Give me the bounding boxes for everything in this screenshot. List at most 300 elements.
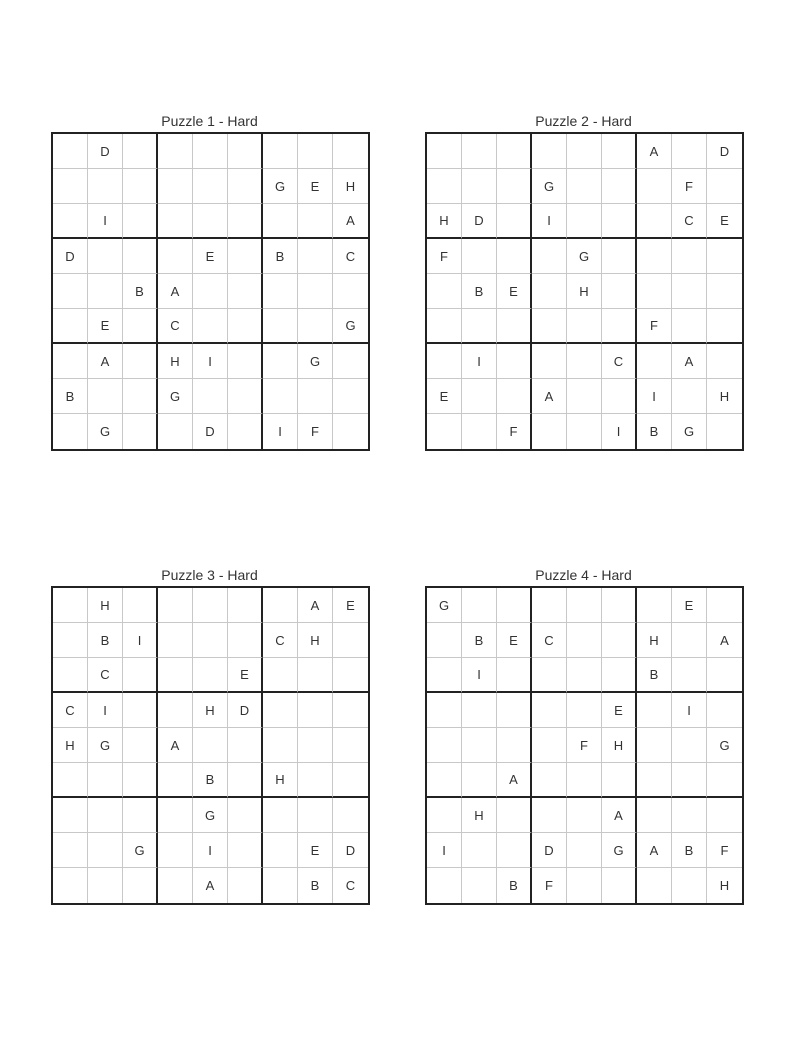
sudoku-cell: D — [228, 693, 263, 728]
sudoku-cell — [193, 309, 228, 344]
sudoku-cell — [53, 868, 88, 903]
sudoku-cell — [228, 344, 263, 379]
sudoku-cell — [497, 728, 532, 763]
sudoku-cell — [263, 658, 298, 693]
sudoku-cell: F — [298, 414, 333, 449]
sudoku-cell — [567, 588, 602, 623]
sudoku-cell — [53, 309, 88, 344]
sudoku-cell — [567, 414, 602, 449]
sudoku-cell — [228, 798, 263, 833]
sudoku-cell — [637, 239, 672, 274]
sudoku-cell — [53, 169, 88, 204]
sudoku-cell: E — [333, 588, 368, 623]
sudoku-cell — [193, 274, 228, 309]
sudoku-cell: G — [298, 344, 333, 379]
sudoku-cell — [427, 763, 462, 798]
sudoku-cell — [333, 134, 368, 169]
sudoku-cell — [497, 239, 532, 274]
sudoku-cell: D — [707, 134, 742, 169]
sudoku-cell — [427, 623, 462, 658]
sudoku-cell — [427, 868, 462, 903]
sudoku-cell: A — [193, 868, 228, 903]
sudoku-cell: D — [532, 833, 567, 868]
sudoku-cell: B — [637, 658, 672, 693]
sudoku-cell — [298, 379, 333, 414]
sudoku-cell — [228, 309, 263, 344]
sudoku-cell — [53, 763, 88, 798]
sudoku-cell — [123, 763, 158, 798]
sudoku-cell — [427, 344, 462, 379]
sudoku-cell — [497, 379, 532, 414]
sudoku-cell — [333, 414, 368, 449]
sudoku-cell — [637, 798, 672, 833]
sudoku-cell — [298, 274, 333, 309]
sudoku-cell — [602, 623, 637, 658]
sudoku-cell — [193, 623, 228, 658]
sudoku-cell: D — [53, 239, 88, 274]
sudoku-cell — [123, 658, 158, 693]
sudoku-cell — [637, 728, 672, 763]
sudoku-cell: H — [193, 693, 228, 728]
puzzle-2 — [425, 112, 742, 451]
sudoku-cell — [602, 169, 637, 204]
sudoku-cell — [532, 134, 567, 169]
sudoku-cell — [88, 239, 123, 274]
sudoku-cell — [88, 274, 123, 309]
sudoku-cell — [672, 274, 707, 309]
sudoku-cell — [672, 798, 707, 833]
sudoku-cell — [497, 344, 532, 379]
sudoku-cell — [532, 414, 567, 449]
sudoku-cell: E — [88, 309, 123, 344]
sudoku-cell — [53, 204, 88, 239]
sudoku-cell — [427, 309, 462, 344]
sudoku-cell — [532, 274, 567, 309]
sudoku-cell: F — [427, 239, 462, 274]
sudoku-cell: E — [298, 169, 333, 204]
sudoku-cell — [263, 309, 298, 344]
sudoku-cell — [567, 204, 602, 239]
sudoku-cell — [532, 728, 567, 763]
sudoku-cell — [263, 728, 298, 763]
sudoku-cell — [298, 798, 333, 833]
sudoku-cell — [333, 344, 368, 379]
sudoku-cell — [123, 414, 158, 449]
puzzle-title: Puzzle 3 - Hard — [161, 567, 258, 583]
sudoku-cell: G — [532, 169, 567, 204]
sudoku-cell: A — [158, 728, 193, 763]
puzzle-title: Puzzle 1 - Hard — [161, 113, 258, 129]
sudoku-cell — [707, 763, 742, 798]
sudoku-cell: A — [497, 763, 532, 798]
sudoku-cell: I — [193, 833, 228, 868]
sudoku-cell: B — [298, 868, 333, 903]
sudoku-cell: F — [567, 728, 602, 763]
sudoku-cell — [88, 833, 123, 868]
sudoku-cell: H — [263, 763, 298, 798]
sudoku-cell — [263, 344, 298, 379]
sudoku-cell — [88, 379, 123, 414]
sudoku-cell: E — [672, 588, 707, 623]
sudoku-cell: I — [637, 379, 672, 414]
sudoku-cell: G — [88, 728, 123, 763]
sudoku-cell — [263, 204, 298, 239]
sudoku-cell: C — [333, 239, 368, 274]
sudoku-cell — [193, 728, 228, 763]
sudoku-cell — [158, 763, 193, 798]
sudoku-cell — [228, 868, 263, 903]
sudoku-cell — [707, 658, 742, 693]
sudoku-cell — [193, 658, 228, 693]
sudoku-cell — [88, 798, 123, 833]
sudoku-cell: I — [427, 833, 462, 868]
sudoku-cell — [707, 414, 742, 449]
puzzle-grid — [425, 586, 744, 905]
sudoku-cell: F — [637, 309, 672, 344]
sudoku-cell: H — [158, 344, 193, 379]
sudoku-cell — [497, 169, 532, 204]
sudoku-cell: I — [193, 344, 228, 379]
sudoku-cell — [298, 763, 333, 798]
puzzle-title: Puzzle 2 - Hard — [535, 113, 632, 129]
sudoku-cell — [158, 658, 193, 693]
sudoku-cell — [602, 274, 637, 309]
sudoku-cell: E — [298, 833, 333, 868]
sudoku-cell: I — [88, 204, 123, 239]
sudoku-cell — [567, 134, 602, 169]
sudoku-cell: E — [228, 658, 263, 693]
sudoku-cell — [462, 169, 497, 204]
sudoku-cell — [123, 588, 158, 623]
sudoku-cell — [532, 658, 567, 693]
sudoku-cell — [53, 344, 88, 379]
sudoku-cell: C — [672, 204, 707, 239]
sudoku-cell — [637, 204, 672, 239]
sudoku-cell — [462, 728, 497, 763]
sudoku-cell: I — [672, 693, 707, 728]
sudoku-cell — [263, 798, 298, 833]
sudoku-cell — [462, 414, 497, 449]
sudoku-cell — [672, 623, 707, 658]
sudoku-cell: D — [193, 414, 228, 449]
sudoku-cell: C — [532, 623, 567, 658]
sudoku-cell — [53, 414, 88, 449]
sudoku-cell: B — [53, 379, 88, 414]
sudoku-cell — [333, 658, 368, 693]
sudoku-cell — [228, 763, 263, 798]
sudoku-cell — [637, 693, 672, 728]
puzzle-grid — [425, 132, 744, 451]
sudoku-cell — [567, 344, 602, 379]
sudoku-cell: H — [637, 623, 672, 658]
sudoku-cell — [567, 623, 602, 658]
sudoku-cell: E — [497, 623, 532, 658]
sudoku-cell — [672, 379, 707, 414]
sudoku-cell — [707, 169, 742, 204]
sudoku-cell — [637, 169, 672, 204]
sudoku-cell — [637, 344, 672, 379]
sudoku-cell: H — [298, 623, 333, 658]
sudoku-cell: A — [532, 379, 567, 414]
sudoku-cell — [567, 798, 602, 833]
sudoku-cell: I — [123, 623, 158, 658]
sudoku-cell: H — [707, 379, 742, 414]
sudoku-cell: C — [158, 309, 193, 344]
sudoku-cell — [427, 274, 462, 309]
sudoku-cell — [462, 693, 497, 728]
sudoku-cell — [707, 588, 742, 623]
sudoku-cell — [228, 239, 263, 274]
puzzle-3 — [51, 566, 368, 905]
sudoku-cell — [53, 274, 88, 309]
sudoku-cell — [532, 693, 567, 728]
sudoku-cell — [462, 379, 497, 414]
sudoku-cell: D — [333, 833, 368, 868]
sudoku-cell — [298, 239, 333, 274]
sudoku-cell — [497, 134, 532, 169]
sudoku-cell — [123, 134, 158, 169]
sudoku-cell — [333, 274, 368, 309]
sudoku-cell — [88, 763, 123, 798]
sudoku-cell — [263, 868, 298, 903]
sudoku-cell — [123, 309, 158, 344]
sudoku-cell — [462, 833, 497, 868]
sudoku-cell: I — [263, 414, 298, 449]
sudoku-cell: H — [333, 169, 368, 204]
sudoku-cell — [158, 204, 193, 239]
sudoku-cell: G — [123, 833, 158, 868]
sudoku-cell: G — [567, 239, 602, 274]
sudoku-cell — [672, 868, 707, 903]
sudoku-cell: D — [462, 204, 497, 239]
sudoku-cell — [462, 239, 497, 274]
sudoku-cell — [228, 623, 263, 658]
sudoku-cell — [158, 169, 193, 204]
sudoku-cell — [158, 833, 193, 868]
sudoku-cell: F — [707, 833, 742, 868]
sudoku-cell — [158, 868, 193, 903]
sudoku-cell: E — [602, 693, 637, 728]
sudoku-cell — [567, 169, 602, 204]
sudoku-cell: D — [88, 134, 123, 169]
sudoku-cell: A — [333, 204, 368, 239]
sudoku-cell — [602, 134, 637, 169]
sudoku-cell — [567, 763, 602, 798]
sudoku-cell — [462, 868, 497, 903]
sudoku-cell: G — [427, 588, 462, 623]
sudoku-cell — [567, 309, 602, 344]
sudoku-cell: I — [462, 658, 497, 693]
sudoku-cell — [123, 868, 158, 903]
sudoku-cell — [427, 798, 462, 833]
sudoku-cell: G — [193, 798, 228, 833]
sudoku-cell — [193, 379, 228, 414]
sudoku-cell — [228, 588, 263, 623]
sudoku-cell: B — [123, 274, 158, 309]
puzzle-4 — [425, 566, 742, 905]
sudoku-cell: A — [637, 134, 672, 169]
sudoku-cell — [53, 798, 88, 833]
sudoku-cell: F — [532, 868, 567, 903]
sudoku-cell: B — [193, 763, 228, 798]
sudoku-cell — [532, 798, 567, 833]
sudoku-cell — [228, 134, 263, 169]
sudoku-cell — [228, 833, 263, 868]
sudoku-cell — [462, 763, 497, 798]
sudoku-cell — [333, 693, 368, 728]
sudoku-cell — [298, 658, 333, 693]
sudoku-cell: A — [672, 344, 707, 379]
sudoku-cell: I — [602, 414, 637, 449]
sudoku-cell — [193, 169, 228, 204]
sudoku-cell: G — [672, 414, 707, 449]
sudoku-cell: B — [637, 414, 672, 449]
sudoku-cell — [707, 309, 742, 344]
sudoku-cell — [602, 309, 637, 344]
sudoku-cell — [497, 204, 532, 239]
sudoku-cell — [53, 623, 88, 658]
sudoku-cell: E — [497, 274, 532, 309]
sudoku-cell — [497, 658, 532, 693]
sudoku-cell: B — [497, 868, 532, 903]
sudoku-cell — [602, 588, 637, 623]
sudoku-cell: G — [263, 169, 298, 204]
sudoku-cell — [228, 414, 263, 449]
sudoku-cell — [637, 763, 672, 798]
sudoku-cell — [193, 134, 228, 169]
sudoku-cell — [263, 693, 298, 728]
sudoku-cell — [263, 833, 298, 868]
sudoku-cell — [228, 204, 263, 239]
sudoku-cell — [263, 274, 298, 309]
sudoku-cell — [53, 658, 88, 693]
sudoku-cell — [263, 588, 298, 623]
sudoku-cell — [298, 693, 333, 728]
sudoku-cell: A — [298, 588, 333, 623]
sudoku-cell — [88, 868, 123, 903]
sudoku-cell — [707, 798, 742, 833]
sudoku-cell — [158, 134, 193, 169]
sudoku-cell — [707, 239, 742, 274]
sudoku-cell: B — [672, 833, 707, 868]
sudoku-cell — [53, 833, 88, 868]
puzzle-1 — [51, 112, 368, 451]
sudoku-cell: I — [88, 693, 123, 728]
sudoku-cell: E — [427, 379, 462, 414]
sudoku-cell — [532, 588, 567, 623]
sudoku-cell: H — [427, 204, 462, 239]
sudoku-cell — [158, 239, 193, 274]
sudoku-cell: F — [497, 414, 532, 449]
sudoku-cell — [602, 239, 637, 274]
sudoku-cell — [193, 588, 228, 623]
sudoku-cell — [707, 344, 742, 379]
sudoku-cell: A — [707, 623, 742, 658]
sudoku-cell: E — [193, 239, 228, 274]
sudoku-cell — [532, 344, 567, 379]
sudoku-cell — [298, 204, 333, 239]
sudoku-cell: A — [158, 274, 193, 309]
sudoku-cell — [497, 693, 532, 728]
sudoku-cell: G — [88, 414, 123, 449]
sudoku-cell — [298, 728, 333, 763]
sudoku-cell — [333, 763, 368, 798]
sudoku-cell — [497, 798, 532, 833]
sudoku-cell — [427, 658, 462, 693]
sudoku-cell — [333, 379, 368, 414]
sudoku-cell — [88, 169, 123, 204]
sudoku-cell — [158, 588, 193, 623]
sudoku-cell — [123, 379, 158, 414]
sudoku-cell: G — [333, 309, 368, 344]
sudoku-cell: H — [462, 798, 497, 833]
puzzle-grid — [51, 586, 370, 905]
sudoku-cell: I — [532, 204, 567, 239]
sudoku-cell — [427, 169, 462, 204]
sudoku-cell: C — [263, 623, 298, 658]
sudoku-cell — [333, 798, 368, 833]
puzzle-grid — [51, 132, 370, 451]
sudoku-cell — [193, 204, 228, 239]
sudoku-cell: H — [567, 274, 602, 309]
sudoku-cell — [228, 169, 263, 204]
sudoku-cell: C — [602, 344, 637, 379]
sudoku-cell — [672, 728, 707, 763]
sudoku-cell — [228, 274, 263, 309]
sudoku-cell — [567, 868, 602, 903]
sudoku-cell — [53, 588, 88, 623]
sudoku-cell — [602, 868, 637, 903]
sudoku-cell — [532, 239, 567, 274]
sudoku-cell — [158, 623, 193, 658]
sudoku-cell — [567, 379, 602, 414]
sudoku-cell: G — [707, 728, 742, 763]
sudoku-cell — [637, 274, 672, 309]
sudoku-cell — [672, 239, 707, 274]
sudoku-cell — [602, 204, 637, 239]
sudoku-cell — [427, 414, 462, 449]
sudoku-cell: A — [602, 798, 637, 833]
sudoku-cell — [462, 134, 497, 169]
sudoku-cell: G — [158, 379, 193, 414]
sudoku-cell: B — [462, 274, 497, 309]
sudoku-cell — [602, 379, 637, 414]
sudoku-cell: G — [602, 833, 637, 868]
sudoku-cell — [427, 693, 462, 728]
sudoku-cell — [123, 728, 158, 763]
sudoku-cell — [123, 344, 158, 379]
sudoku-cell — [427, 728, 462, 763]
sudoku-cell — [637, 868, 672, 903]
sudoku-cell — [123, 204, 158, 239]
sudoku-cell — [532, 309, 567, 344]
sudoku-cell — [672, 134, 707, 169]
sudoku-cell — [298, 309, 333, 344]
sudoku-cell: C — [88, 658, 123, 693]
sudoku-cell: A — [88, 344, 123, 379]
sudoku-cell — [707, 693, 742, 728]
sudoku-cell — [298, 134, 333, 169]
sudoku-cell: B — [88, 623, 123, 658]
sudoku-cell — [263, 379, 298, 414]
sudoku-cell: H — [602, 728, 637, 763]
sudoku-cell: E — [707, 204, 742, 239]
sudoku-cell — [567, 833, 602, 868]
sudoku-cell: A — [637, 833, 672, 868]
sudoku-cell: H — [53, 728, 88, 763]
sudoku-cell — [123, 239, 158, 274]
sudoku-cell — [497, 309, 532, 344]
